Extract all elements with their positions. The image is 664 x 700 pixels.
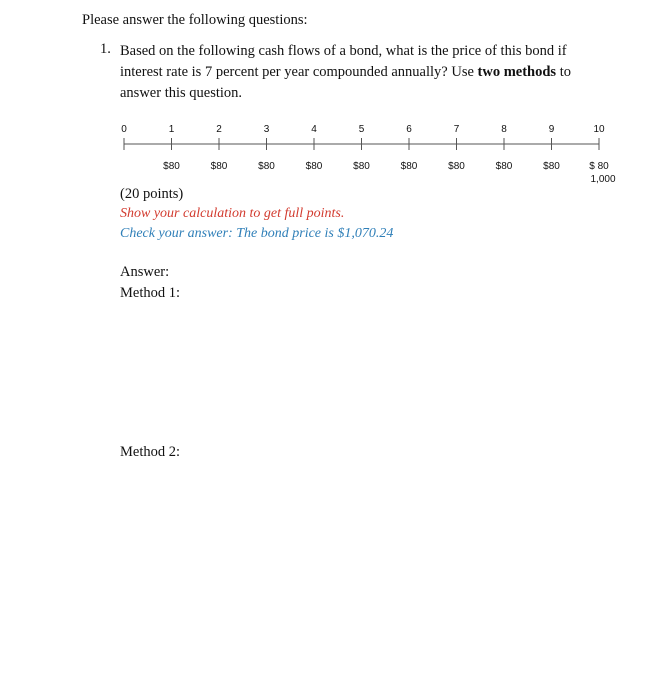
- final-principal-label: 1,000: [590, 174, 616, 185]
- period-label: 7: [453, 124, 460, 135]
- period-label: 5: [358, 124, 365, 135]
- period-label: 4: [311, 124, 317, 135]
- check-answer-text: Check your answer: The bond price is $1,070.24: [120, 226, 394, 241]
- period-label: 1: [168, 124, 175, 135]
- cash-flow-label: $80: [495, 161, 513, 172]
- period-label: 6: [406, 124, 412, 135]
- period-label: 8: [501, 124, 507, 135]
- method-2-label: Method 2:: [120, 444, 181, 460]
- period-label: 10: [593, 124, 605, 135]
- question-text-start: Based on the following cash flows of a bond, what is the price of this bond if interest rate is 7 percent per year compounded annually? Use: [120, 43, 567, 80]
- question-text-bold: two methods: [477, 64, 557, 80]
- method-1-label: Method 1:: [120, 285, 181, 301]
- cash-flow-label: $80: [353, 161, 370, 172]
- cash-flow-label: $80: [448, 161, 465, 172]
- cash-flow-label: $80: [400, 161, 418, 172]
- cash-flow-label: $80: [163, 161, 180, 172]
- cash-flow-label: $80: [258, 161, 275, 172]
- question-text-end: to answer this question.: [120, 64, 571, 101]
- question-number: 1.: [100, 41, 111, 57]
- points-label: (20 points): [120, 186, 184, 202]
- intro-text: Please answer the following questions:: [82, 12, 308, 28]
- cash-flow-label: $ 80: [589, 161, 609, 172]
- cash-flow-timeline: [110, 118, 620, 193]
- period-label: 2: [216, 124, 222, 135]
- period-label: 3: [263, 124, 270, 135]
- cash-flow-label: $80: [210, 161, 228, 172]
- hint-text: Show your calculation to get full points.: [120, 206, 345, 221]
- cash-flow-label: $80: [543, 161, 560, 172]
- cash-flow-label: $80: [305, 161, 323, 172]
- period-label: 9: [548, 124, 555, 135]
- question-text: [120, 41, 600, 104]
- answer-label: Answer:: [120, 264, 170, 280]
- period-label: 0: [121, 124, 127, 135]
